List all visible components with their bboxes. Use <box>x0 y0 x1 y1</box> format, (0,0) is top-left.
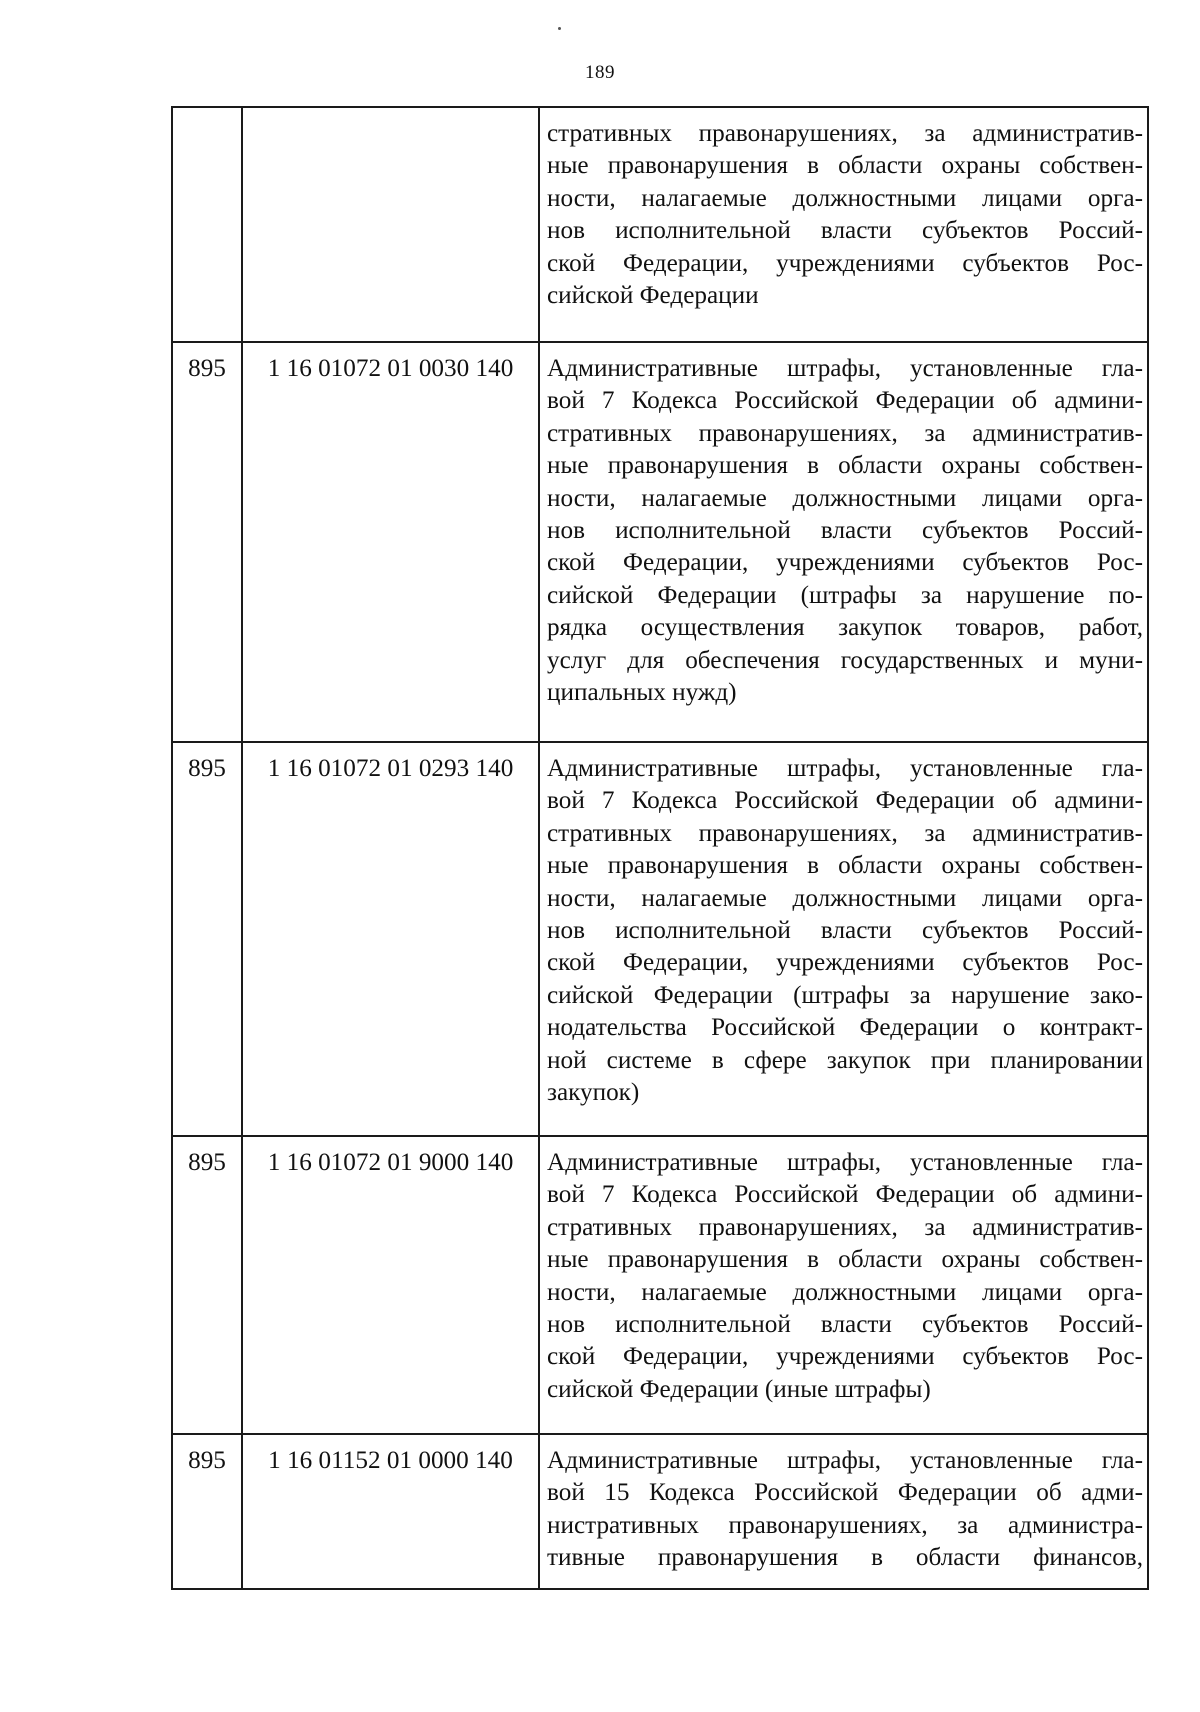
description-line: ности, налагаемые должностными лицами орга- <box>547 884 1143 912</box>
admin-code-cell: 895 <box>172 1434 242 1589</box>
budget-classification-table <box>171 106 1149 1590</box>
description-line: вой 7 Кодекса Российской Федерации об админи- <box>547 787 1143 815</box>
table-row <box>172 742 1148 1136</box>
admin-code-cell <box>172 107 242 342</box>
description-line: тивные правонарушения в области финансов, <box>547 1544 1143 1572</box>
description-line: нистративных правонарушениях, за администра- <box>547 1511 1143 1539</box>
budget-code-cell: 1 16 01072 01 0030 140 <box>242 342 539 742</box>
budget-code-cell: 1 16 01072 01 0293 140 <box>242 742 539 1136</box>
description-line: вой 7 Кодекса Российской Федерации об админи- <box>547 1181 1143 1209</box>
description-line: ные правонарушения в области охраны собствен- <box>547 152 1143 180</box>
description-line: стративных правонарушениях, за административ- <box>547 120 1143 147</box>
table-row <box>172 342 1148 742</box>
description-line: закупок) <box>547 1079 640 1107</box>
description-line: ные правонарушения в области охраны собствен- <box>547 852 1143 880</box>
description-line: нов исполнительной власти субъектов Россий- <box>547 217 1143 245</box>
description-line: Административные штрафы, установленные гла- <box>547 355 1143 382</box>
description-cell <box>539 107 1148 342</box>
description-line: сийской Федерации <box>547 282 759 310</box>
page-number: 189 <box>585 62 615 83</box>
description-line: ности, налагаемые должностными лицами орга- <box>547 1278 1143 1306</box>
description-line: ской Федерации, учреждениями субъектов Рос- <box>547 549 1143 577</box>
admin-code-cell: 895 <box>172 1136 242 1434</box>
description-line: ской Федерации, учреждениями субъектов Рос- <box>547 249 1143 277</box>
description-line: нов исполнительной власти субъектов Россий- <box>547 1311 1143 1339</box>
description-cell <box>539 1136 1148 1434</box>
description-line: ципальных нужд) <box>547 679 737 707</box>
description-line: сийской Федерации (иные штрафы) <box>547 1375 931 1403</box>
description-line: нов исполнительной власти субъектов Россий- <box>547 917 1143 945</box>
description-cell <box>539 1434 1148 1589</box>
description-line: стративных правонарушениях, за административ- <box>547 419 1143 447</box>
description-line: нов исполнительной власти субъектов Россий- <box>547 517 1143 545</box>
description-line: Административные штрафы, установленные гла- <box>547 755 1143 782</box>
description-line: ности, налагаемые должностными лицами орга- <box>547 184 1143 212</box>
admin-code-cell: 895 <box>172 342 242 742</box>
description-line: ности, налагаемые должностными лицами орга- <box>547 484 1143 512</box>
description-line: стративных правонарушениях, за административ- <box>547 819 1143 847</box>
description-cell <box>539 742 1148 1136</box>
description-line: ные правонарушения в области охраны собствен- <box>547 452 1143 480</box>
table-row <box>172 107 1148 342</box>
description-line: Административные штрафы, установленные гла- <box>547 1149 1143 1176</box>
table-row <box>172 1136 1148 1434</box>
description-line: ные правонарушения в области охраны собствен- <box>547 1246 1143 1274</box>
description-line: нодательства Российской Федерации о контракт- <box>547 1014 1143 1042</box>
description-line: сийской Федерации (штрафы за нарушение по- <box>547 581 1143 609</box>
scan-speck <box>558 27 561 30</box>
description-line: ской Федерации, учреждениями субъектов Рос- <box>547 1343 1143 1371</box>
description-line: стративных правонарушениях, за административ- <box>547 1213 1143 1241</box>
description-line: ской Федерации, учреждениями субъектов Рос- <box>547 949 1143 977</box>
description-line: вой 7 Кодекса Российской Федерации об админи- <box>547 387 1143 415</box>
budget-code-cell: 1 16 01152 01 0000 140 <box>242 1434 539 1589</box>
description-line: вой 15 Кодекса Российской Федерации об адми- <box>547 1479 1143 1507</box>
admin-code-cell: 895 <box>172 742 242 1136</box>
description-line: сийской Федерации (штрафы за нарушение зако- <box>547 981 1143 1009</box>
description-cell <box>539 342 1148 742</box>
description-line: Административные штрафы, установленные гла- <box>547 1447 1143 1474</box>
table-row <box>172 1434 1148 1589</box>
budget-code-cell: 1 16 01072 01 9000 140 <box>242 1136 539 1434</box>
description-line: рядка осуществления закупок товаров, работ, <box>547 614 1143 642</box>
description-line: ной системе в сфере закупок при планировании <box>547 1046 1143 1074</box>
budget-code-cell <box>242 107 539 342</box>
description-line: услуг для обеспечения государственных и муни- <box>547 646 1143 674</box>
